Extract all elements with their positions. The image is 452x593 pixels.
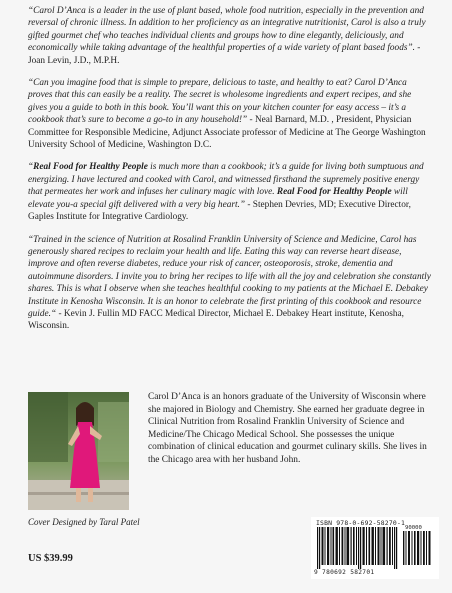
author-photo <box>28 392 129 510</box>
endorsement-attribution: - Stephen Devries, MD; Executive Director, Gaples Institute for Integrative Cardiology. <box>28 199 411 223</box>
isbn-barcode-block <box>311 517 439 579</box>
cover-credit: Cover Designed by Taral Patel <box>28 517 140 527</box>
endorsement-attribution: - Neal Barnard, M.D. , President, Physician Committee for Responsible Medicine, Adjunct Associate professor of Medicine at The George Washington University School of Medicine, Washington D.C. <box>28 115 426 151</box>
endorsement-levin: “Carol D’Anca is a leader in the use of plant based, whole food nutrition, especially in the prevention and reversal of chronic illness. In addition to her proficiency as an integrative nutritionist, Carol is also a truly gifted gourmet chef who teaches individual clients and groups how to dine elegantly, deliciously, and economically while taking advantage of the healthful properties of a wide variety of plant based foods”. - Joan Levin, J.D., M.P.H. <box>28 6 426 66</box>
author-bio: Carol D’Anca is an honors graduate of the University of Wisconsin where she majored in Biology and Chemistry. She earned her graduate degree in Clinical Nutrition from Rosalind Franklin University of Science and Medicine/The Chicago Medical School. She possesses the unique combination of clinical education and gourmet culinary skills. She lives in the Chicago area with her husband John. <box>148 392 427 465</box>
endorsement-attribution: - Joan Levin, J.D., M.P.H. <box>28 43 421 66</box>
book-title: Real Food for Healthy People <box>276 187 392 198</box>
endorsements <box>28 5 432 343</box>
book-title: Real Food for Healthy People <box>33 162 148 173</box>
endorsement-attribution: - Kevin J. Fullin MD FACC Medical Director, Michael E. Debakey Heart institute, Kenosha, Wisconsin. <box>28 308 404 332</box>
author-photo-image <box>28 392 129 510</box>
isbn-number: ISBN 978-0-692-58270-1 <box>316 519 406 527</box>
endorsement-barnard: “Can you imagine food that is simple to prepare, delicious to taste, and healthy to eat? Carol D’Anca proves that this can easily be a reality. The secret is wholesome ingredients and expert recipes, and she gives you a guide to both in this book. You’ll want this on your kitchen counter for easy access – it’s a cookbook that’s sure to become a go-to in any household!” - Neal Barnard, M.D. , President, Physician Committee for Responsible Medicine, Adjunct Associate professor of Medicine at The George Washington University School of Medicine, Washington D.C. <box>28 78 426 151</box>
barcode-icon <box>317 527 433 569</box>
barcode-digits: 9 780692 582701 <box>314 569 375 576</box>
barcode-addon-digits: 90000 <box>405 525 422 531</box>
endorsement-devries: “Real Food for Healthy People is much more than a cookbook; it’s a guide for living both sumptuous and energizing. I have lectured and cooked with Carol, and witnessed firsthand the supremely positive energy that permeates her work and infuses her culinary magic with love. Real Food for Healthy People will elevate you-a special gift delivered with a very big heart.” - Stephen Devries, MD; Executive Director, Gaples Institute for Integrative Cardiology. <box>28 162 424 223</box>
price: US $39.99 <box>28 553 73 564</box>
endorsement-fullin: “Trained in the science of Nutrition at Rosalind Franklin University of Science and Medicine, Carol has generously shared recipes to reclaim your health and life. Eating this way can reverse heart disease, improve and often reverse diabetes, reduce your risk of cancer, osteoporosis, stroke, dementia and autoimmune disorders. I invite you to bring her recipes to life with all the joy and celebration she constantly shares. This is what I observe when she teaches healthful cooking to my patients at the Michael E. Debakey Institute in Kenosha Wisconsin. It is an honor to celebrate the first printing of this cookbook and resource guide.“ - Kevin J. Fullin MD FACC Medical Director, Michael E. Debakey Heart institute, Kenosha, Wisconsin. <box>28 234 431 332</box>
